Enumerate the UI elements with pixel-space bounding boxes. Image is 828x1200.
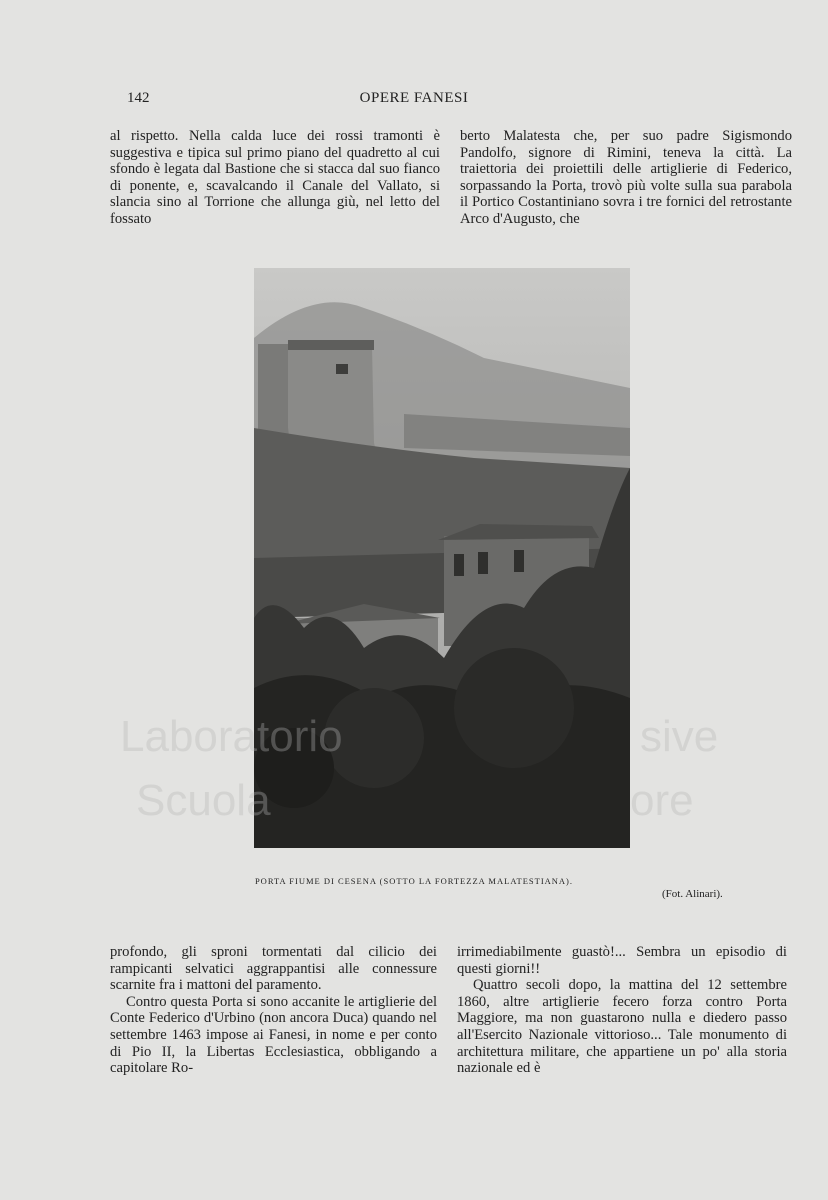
top-right-column: [460, 128, 792, 228]
watermark-line-1: Laboratorio: [120, 712, 343, 761]
running-title: OPERE FANESI: [359, 90, 469, 106]
top-left-column: [110, 128, 440, 228]
paragraph: berto Malatesta che, per suo padre Sigismondo Pandolfo, signore di Rimini, teneva la città. La traiettoria dei proiettili delle artiglierie di Federico, sorpassando la Porta, trovò più volte sulla sua parabola il Portico Costantiniano sovra i tre fornici del retrostante Arco d'Augusto, che: [460, 128, 792, 227]
paragraph: al rispetto. Nella calda luce dei rossi tramonti è suggestiva e tipica sul primo piano del quadretto al cui sfondo è legata dal Bastione che si stacca dal suo fianco di ponente, e, scavalcando il Canale del Vallato, si slancia sino al Torrione che allunga giù, nel letto del fossato: [110, 128, 440, 227]
photo-credit: (Fot. Alinari).: [662, 888, 723, 900]
watermark-line-2-end: ore: [630, 776, 694, 825]
paragraph: profondo, gli sproni tormentati dal cilicio dei rampicanti selvatici aggrappantisi alle connessure scarnite fra i mattoni del paramento.: [110, 944, 437, 994]
paragraph: Quattro secoli dopo, la mattina del 12 settembre 1860, altre artiglierie fecero forza contro Porta Maggiore, ma non guastarono nulla e diedero passo all'Esercito Nazionale vittorioso... Tale monumento di architettura militare, che appartiene un po' alla storia nazionale ed è: [457, 977, 787, 1077]
watermark-line-1-end: sive: [640, 712, 719, 761]
paragraph: Contro questa Porta si sono accanite le artiglierie del Conte Federico d'Urbino (non ancora Duca) quando nel settembre 1463 impose ai Fanesi, in nome e per conto di Pio II, la Libertas Ecclesiastica, obbligando a capitolare Ro-: [110, 993, 437, 1077]
watermark-line-2: Scuola: [136, 776, 271, 825]
bottom-right-column: [457, 944, 787, 1077]
paragraph: irrimediabilmente guastò!... Sembra un episodio di questi giorni!!: [457, 944, 787, 977]
page-number: 142: [127, 90, 150, 106]
bottom-left-column: [110, 944, 437, 1077]
figure-caption: PORTA FIUME DI CESENA (SOTTO LA FORTEZZA MALATESTIANA).: [254, 876, 574, 886]
